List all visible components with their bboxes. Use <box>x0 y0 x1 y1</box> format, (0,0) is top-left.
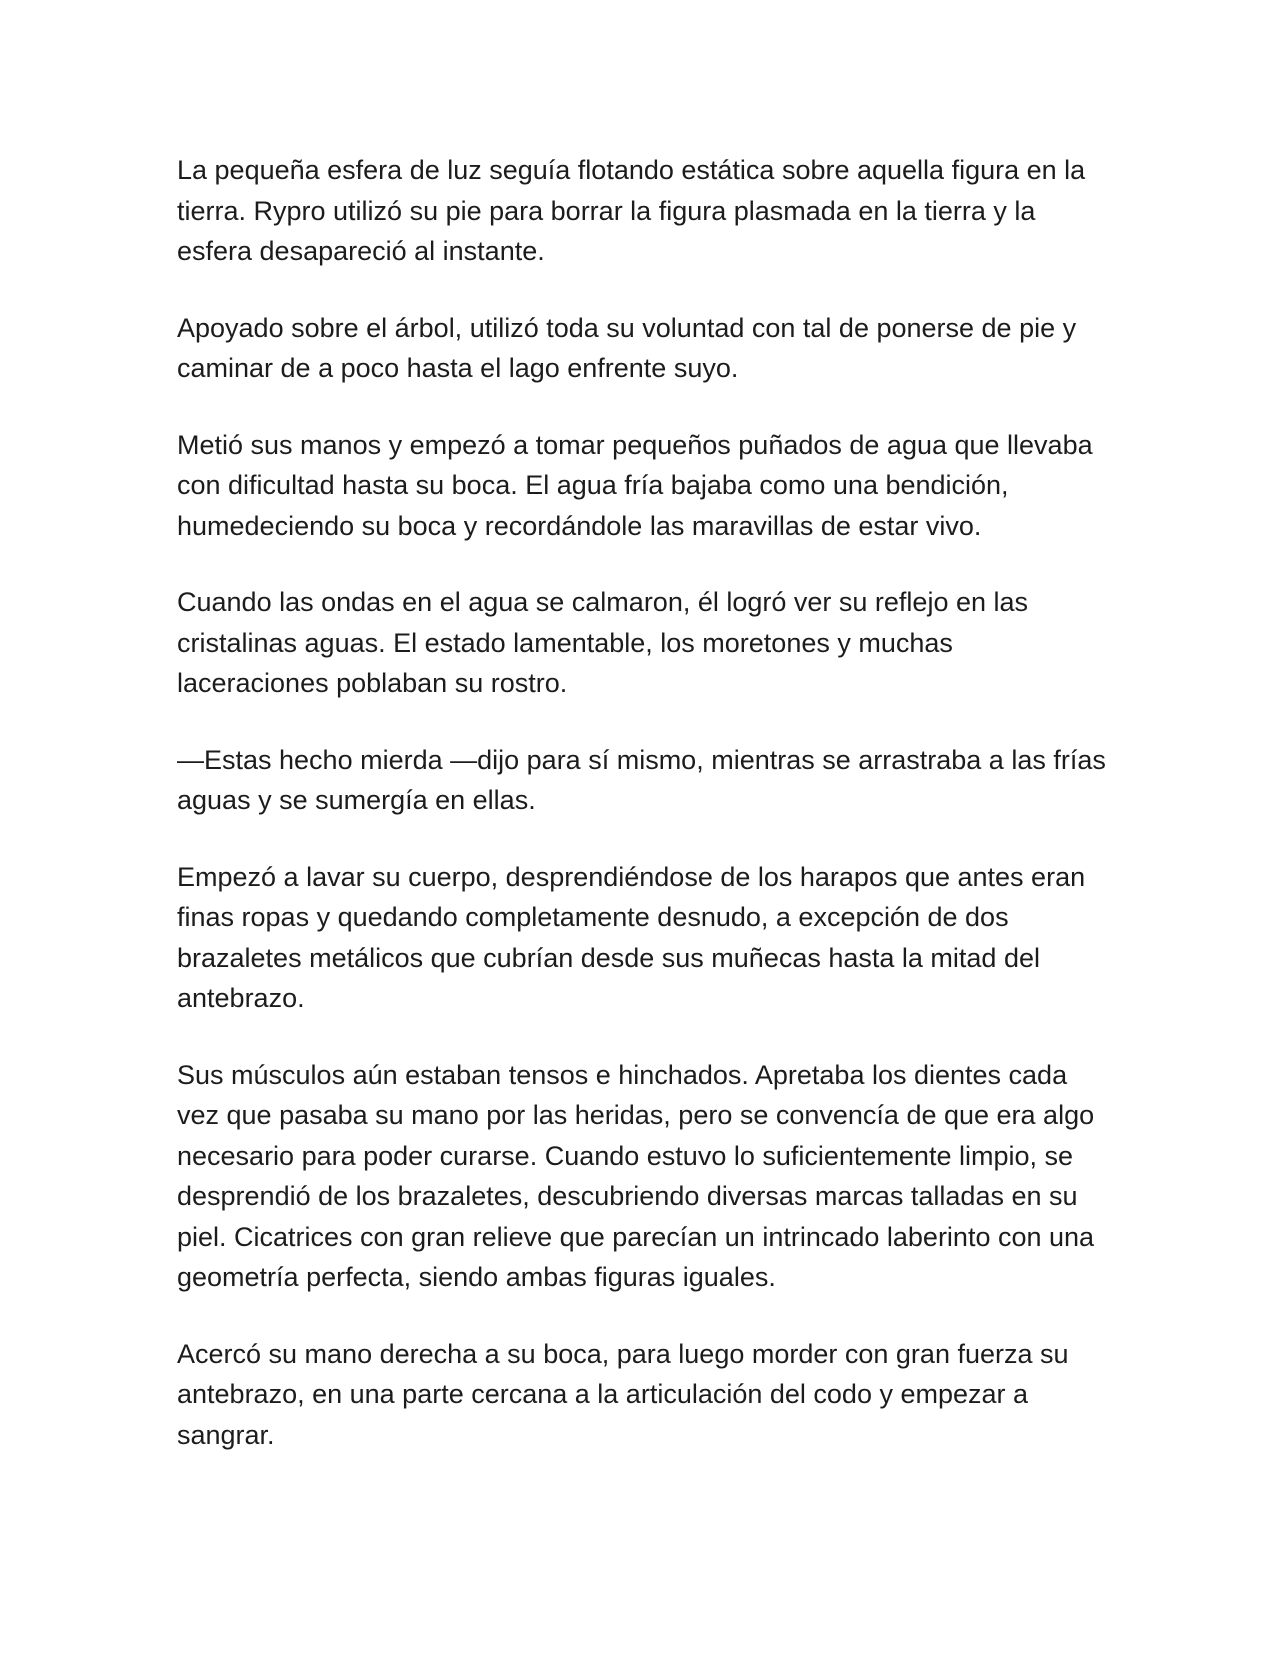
paragraph: Sus músculos aún estaban tensos e hinchados. Apretaba los dientes cada vez que pasaba su mano por las heridas, pero se convencía de que era algo necesario para poder curarse. Cuando estuvo lo suficientemente limpio, se desprendió de los brazaletes, descubriendo diversas marcas talladas en su piel. Cicatrices con gran relieve que parecían un intrincado laberinto con una geometría perfecta, siendo ambas figuras iguales. <box>177 1059 1095 1292</box>
paragraph: —Estas hecho mierda —dijo para sí mismo, mientras se arrastraba a las frías aguas y se sumergía en ellas. <box>177 744 1106 815</box>
paragraph: Acercó su mano derecha a su boca, para luego morder con gran fuerza su antebrazo, en una parte cercana a la articulación del codo y empezar a sangrar. <box>177 1338 1069 1450</box>
paragraph: La pequeña esfera de luz seguía flotando estática sobre aquella figura en la tierra. Rypro utilizó su pie para borrar la figura plasmada en la tierra y la esfera desapareció al instante. <box>177 155 1086 266</box>
paragraph: Apoyado sobre el árbol, utilizó toda su voluntad con tal de ponerse de pie y caminar de a poco hasta el lago enfrente suyo. <box>177 312 1077 383</box>
document-page <box>177 150 1107 1455</box>
paragraph: Metió sus manos y empezó a tomar pequeños puñados de agua que llevaba con dificultad hasta su boca. El agua fría bajaba como una bendición, humedeciendo su boca y recordándole las maravillas de estar vivo. <box>177 429 1093 541</box>
paragraph: Cuando las ondas en el agua se calmaron, él logró ver su reflejo en las cristalinas aguas. El estado lamentable, los moretones y muchas laceraciones poblaban su rostro. <box>177 587 1029 698</box>
paragraph: Empezó a lavar su cuerpo, desprendiéndose de los harapos que antes eran finas ropas y quedando completamente desnudo, a excepción de dos brazaletes metálicos que cubrían desde sus muñecas hasta la mitad del antebrazo. <box>177 861 1086 1013</box>
